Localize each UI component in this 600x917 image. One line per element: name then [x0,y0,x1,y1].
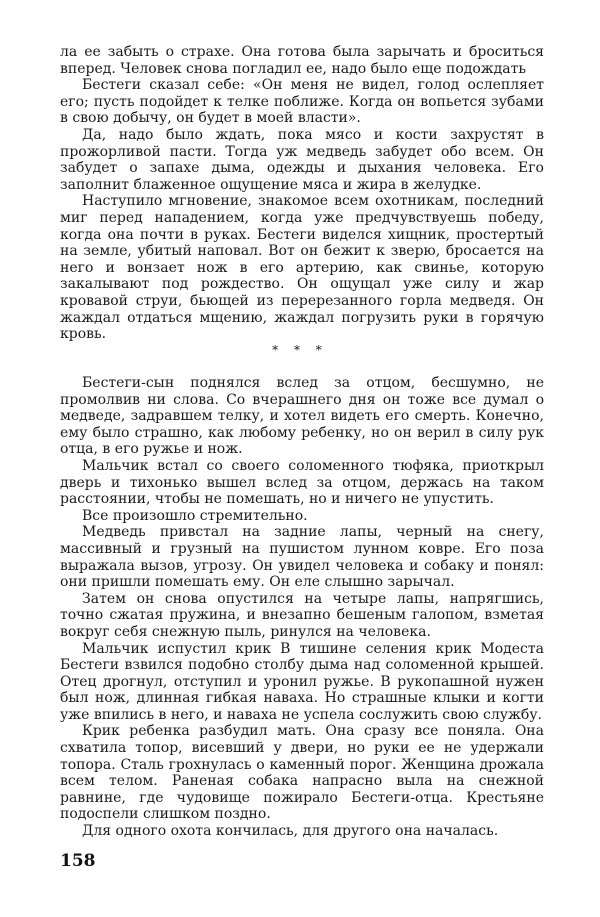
paragraph: Затем он снова опустился на четыре лапы, напрягшись, точно сжатая пружина, и внезапно бешеным галопом, взметая вокруг себя снежную пыль, ринулся на человека. [60,590,544,640]
paragraph: Мальчик испустил крик В тишине селения крик Модеста Бестеги взвился подобно столбу дыма над соломенной крышей. Отец дрогнул, отступил и уронил ружье. В рукопашной нужен был нож, длинная гибкая наваха. Но страшные клыки и когти уже впились в него, и наваха не успела сослужить свою службу. [60,640,544,723]
paragraph: Бестеги сказал себе: «Он меня не видел, голод ослепляет его; пусть подойдет к телке поближе. Когда он вопьется зубами в свою добычу, он будет в моей власти». [60,77,544,127]
paragraph: ла ее забыть о страхе. Она готова была зарычать и броситься вперед. Человек снова погладил ее, надо было еще подождать [60,44,544,77]
paragraph: Бестеги-сын поднялся вслед за отцом, бесшумно, не промолвив ни слова. Со вчерашнего дня он тоже все думал о медведе, задравшем телку, и хотел видеть его смерть. Конечно, ему было страшно, как любому ребенку, но он верил в силу рук отца, в его ружье и нож. [60,375,544,458]
section-separator: * * * [272,343,328,357]
paragraph: Наступило мгновение, знакомое всем охотникам, последний миг перед нападением, когда уже предчувствуешь победу, когда она почти в руках. Бестеги виделся хищник, простертый на земле, убитый наповал. Вот он бежит к зверю, бросается на него и вонзает нож в его артерию, как свинье, которую закалывают под рождество. Он ощущал уже силу и жар кровавой струи, бьющей из перерезанного горла медведя. Он жаждал отдаться мщению, жаждал погрузить руки в горячую кровь. [60,193,544,343]
paragraph: Да, надо было ждать, пока мясо и кости захрустят в прожорливой пасти. Тогда уж медведь забудет обо всем. Он забудет о запахе дыма, одежды и дыхания человека. Его заполнит блаженное ощущение мяса и жира в желудке. [60,126,544,193]
paragraph: Крик ребенка разбудил мать. Она сразу все поняла. Она схватила топор, висевший у двери, но руки ее не удержали топора. Сталь грохнулась о каменный порог. Женщина дрожала всем телом. Раненая собака напрасно выла на снежной равнине, где чудовище пожирало Бестеги-отца. Крестьяне подоспели слишком поздно. [60,723,544,823]
paragraph: Для одного охота кончилась, для другого она началась. [82,823,499,840]
text-block-bottom [60,375,544,840]
text-block-top [60,44,544,343]
paragraph: Медведь привстал на задние лапы, черный на снегу, массивный и грузный на пушистом лунном ковре. Его поза выражала вызов, угрозу. Он увидел человека и собаку и понял: они пришли помешать ему. Он еле слышно зарычал. [60,524,544,591]
paragraph: Мальчик встал со своего соломенного тюфяка, приоткрыл дверь и тихонько вышел вслед за отцом, держась на таком расстоянии, чтобы не помешать, но и ничего не упустить. [60,457,544,508]
page-number: 158 [60,851,96,871]
paragraph: Все произошло стремительно. [82,507,308,524]
